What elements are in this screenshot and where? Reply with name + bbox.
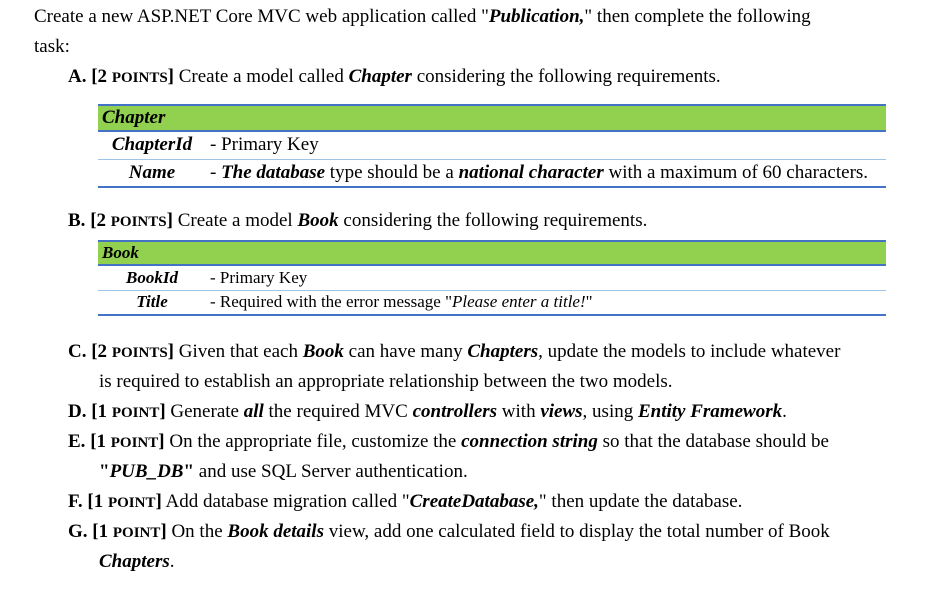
intro-text: Create a new ASP.NET Core MVC web application called " <box>34 6 489 27</box>
task-letter: G. <box>68 521 88 542</box>
field-description: - Primary Key <box>206 265 886 290</box>
task-letter: D. <box>68 401 87 422</box>
app-name: Publication, <box>488 6 585 27</box>
table-title: Book <box>98 241 886 265</box>
task-points: [2 POINTS] <box>91 341 174 362</box>
chapter-requirements-table <box>98 104 886 188</box>
field-name: ChapterId <box>98 131 206 159</box>
intro-text: " then complete the following <box>584 6 811 27</box>
task-letter: E. <box>68 431 86 452</box>
task-points: [1 POINT] <box>92 521 167 542</box>
migration-name: CreateDatabase, <box>409 491 539 512</box>
task-c: C. [2 POINTS] Given that each Book can have many Chapters, update the models to include whatever <box>68 341 841 362</box>
task-points: [1 POINT] <box>91 401 166 422</box>
task-letter: A. <box>68 66 87 87</box>
field-description: - The database type should be a national character with a maximum of 60 characters. <box>206 159 886 187</box>
task-f: F. [1 POINT] Add database migration called "CreateDatabase," then update the database. <box>68 491 743 512</box>
task-letter: B. <box>68 210 86 231</box>
field-name: BookId <box>98 265 206 290</box>
field-name: Name <box>98 159 206 187</box>
table-row <box>98 131 886 159</box>
task-b: B. [2 POINTS] Create a model Book considering the following requirements. <box>68 210 648 231</box>
task-points: [1 POINT] <box>90 431 165 452</box>
task-letter: F. <box>68 491 83 512</box>
task-e: E. [1 POINT] On the appropriate file, customize the connection string so that the database should be <box>68 431 829 452</box>
table-row <box>98 159 886 187</box>
model-name: Book <box>297 210 339 231</box>
field-description: - Primary Key <box>206 131 886 159</box>
task-g: G. [1 POINT] On the Book details view, add one calculated field to display the total number of Book <box>68 521 830 542</box>
task-c-line-2: is required to establish an appropriate relationship between the two models. <box>99 371 673 392</box>
task-g-line-2: Chapters. <box>99 551 175 572</box>
field-name: Title <box>98 290 206 315</box>
task-points: [1 POINT] <box>87 491 162 512</box>
task-a: A. [2 POINTS] Create a model called Chapter considering the following requirements. <box>68 66 721 87</box>
task-letter: C. <box>68 341 87 362</box>
task-points: [2 POINTS] <box>90 210 173 231</box>
field-description: - Required with the error message "Please enter a title!" <box>206 290 886 315</box>
intro-line-2: task: <box>34 36 70 57</box>
table-row <box>98 290 886 315</box>
book-requirements-table <box>98 240 886 316</box>
table-title: Chapter <box>98 105 886 131</box>
task-points: [2 POINTS] <box>91 66 174 87</box>
intro-line-1 <box>34 2 811 32</box>
database-name: PUB_DB <box>109 461 184 482</box>
table-row <box>98 265 886 290</box>
model-name: Chapter <box>348 66 412 87</box>
task-e-line-2: "PUB_DB" and use SQL Server authentication. <box>99 461 468 482</box>
task-d: D. [1 POINT] Generate all the required MVC controllers with views, using Entity Framework. <box>68 401 787 422</box>
